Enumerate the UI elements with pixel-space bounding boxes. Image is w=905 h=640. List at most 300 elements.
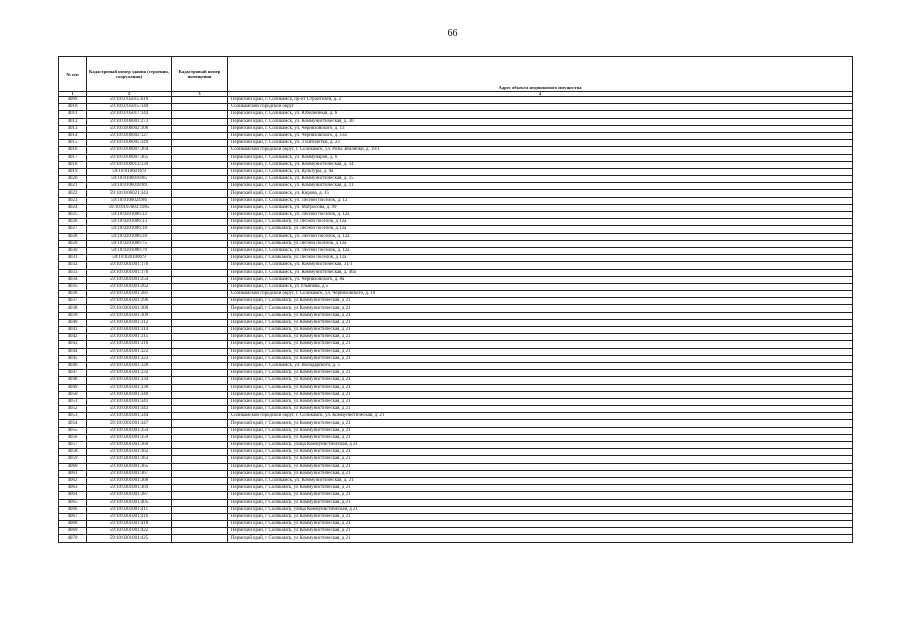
cadastral-room bbox=[172, 535, 228, 542]
cadastral-building: 59:10:0301001:418 bbox=[87, 521, 172, 528]
address: Пермский край, г Соликамск, ул Коммунистическая, д 21 bbox=[228, 298, 853, 305]
address: Пермский край, г Соликамск, ул Коммунистическая, д 21 bbox=[228, 485, 853, 492]
address: Пермский край, г Соликамск, ул Коммунистическая, д 21 bbox=[228, 384, 853, 391]
cadastral-room bbox=[172, 327, 228, 334]
row-number: 4016 bbox=[59, 147, 87, 154]
col-number: 4 bbox=[228, 92, 853, 97]
col-number: 1 bbox=[59, 92, 87, 97]
table-row bbox=[59, 147, 853, 154]
header-num: № п/п bbox=[59, 57, 87, 92]
table-row bbox=[59, 97, 853, 104]
cadastral-building: 59:10:0301001:347 bbox=[87, 420, 172, 427]
row-number: 4055 bbox=[59, 427, 87, 434]
address: Пермский край, г Соликамск, ул Коммунистическая, д 21 bbox=[228, 319, 853, 326]
table-row bbox=[59, 276, 853, 283]
cadastral-room bbox=[172, 370, 228, 377]
cadastral-room bbox=[172, 420, 228, 427]
cadastral-building: 59:10:0301001:314 bbox=[87, 327, 172, 334]
row-number: 4054 bbox=[59, 420, 87, 427]
table-row bbox=[59, 442, 853, 449]
cadastral-building: 59:10:0201006:75 bbox=[87, 240, 172, 247]
address: Пермский край, г Соликамск, ул Лесной поселок, д 12а bbox=[228, 226, 853, 233]
cadastral-building: 59:10:0705015:140 bbox=[87, 104, 172, 111]
address: Пермский край, г. Соликамск, ул. Черняховского, д. 13а bbox=[228, 132, 853, 139]
cadastral-room bbox=[172, 521, 228, 528]
table-row bbox=[59, 362, 853, 369]
table-row bbox=[59, 341, 853, 348]
table-row bbox=[59, 499, 853, 506]
address: Пермский край, г Соликамск, улица Коммунистическая, д 21 bbox=[228, 506, 853, 513]
row-number: 4034 bbox=[59, 276, 87, 283]
table-row bbox=[59, 262, 853, 269]
address: Пермский край, г Соликамск, ул Коммунистическая, д 21 bbox=[228, 327, 853, 334]
cadastral-building: 59:10:0106018:85 bbox=[87, 176, 172, 183]
cadastral-room bbox=[172, 276, 228, 283]
cadastral-building: 59:10:0106001:273 bbox=[87, 118, 172, 125]
address: Пермский край, г Соликамск, ул Коммунистическая, д 21 bbox=[228, 535, 853, 542]
cadastral-building: 59:10:0201006:13 bbox=[87, 219, 172, 226]
cadastral-building: 59:10:0301001:341 bbox=[87, 398, 172, 405]
cadastral-building: 59:10:0301001:362 bbox=[87, 449, 172, 456]
address: Пермский край, г. Соликамск, ул. Юбилейный, д. 6 bbox=[228, 111, 853, 118]
cadastral-building: 59:10:0201006:18 bbox=[87, 226, 172, 233]
address: Пермский край, г Соликамск, ул Лесной поселок, д 12а bbox=[228, 240, 853, 247]
cadastral-room bbox=[172, 125, 228, 132]
table-row bbox=[59, 132, 853, 139]
table-header-row bbox=[59, 57, 853, 92]
address: Пермский край, г Соликамск, ул Коммунистическая, д 21 bbox=[228, 406, 853, 413]
row-number: 4024 bbox=[59, 204, 87, 211]
table-row bbox=[59, 398, 853, 405]
cadastral-room bbox=[172, 183, 228, 190]
cadastral-room bbox=[172, 449, 228, 456]
col-number: 2 bbox=[87, 92, 172, 97]
row-number: 4014 bbox=[59, 132, 87, 139]
cadastral-room bbox=[172, 477, 228, 484]
table-row bbox=[59, 449, 853, 456]
cadastral-room bbox=[172, 147, 228, 154]
cadastral-room bbox=[172, 470, 228, 477]
address: Пермский край, г Соликамск, ул Коммунистическая, д 21 bbox=[228, 341, 853, 348]
cadastral-building: 59:10:0301001:332 bbox=[87, 370, 172, 377]
row-number: 4050 bbox=[59, 391, 87, 398]
table-row bbox=[59, 247, 853, 254]
table-row bbox=[59, 348, 853, 355]
cadastral-room bbox=[172, 427, 228, 434]
cadastral-building: 59:10:0106013:139 bbox=[87, 161, 172, 168]
address: Пермский край, г Соликамск, ул Коммунистическая, д 21 bbox=[228, 312, 853, 319]
cadastral-building: 59:10:0301001:338 bbox=[87, 384, 172, 391]
row-number: 4040 bbox=[59, 319, 87, 326]
row-number: 4068 bbox=[59, 521, 87, 528]
address: Пермский край, г Соликамск, ул Коммунистическая, д 21 bbox=[228, 521, 853, 528]
cadastral-room bbox=[172, 233, 228, 240]
cadastral-room bbox=[172, 269, 228, 276]
cadastral-building: 59:10:0301001:363 bbox=[87, 456, 172, 463]
cadastral-building: 59:10:0106005:349 bbox=[87, 140, 172, 147]
table-row bbox=[59, 298, 853, 305]
address: Соликамский городской округ, г. Соликамск, ул. Коммунистическая, д. 21 bbox=[228, 413, 853, 420]
row-number: 4029 bbox=[59, 240, 87, 247]
address: Пермский край, г Соликамск, ул Коммунистическая, д 21 bbox=[228, 420, 853, 427]
table-row bbox=[59, 104, 853, 111]
address: Пермский край, г Соликамск, ул Коммунистическая, д 21 bbox=[228, 377, 853, 384]
cadastral-building: 59:10:0106018:89 bbox=[87, 183, 172, 190]
cadastral-building: 59:10:0201006:9 bbox=[87, 255, 172, 262]
property-table bbox=[58, 56, 853, 543]
address: Пермский край, г. Соликамск, ул. Коммунистическая, д. 14 bbox=[228, 161, 853, 168]
cadastral-room bbox=[172, 168, 228, 175]
row-number: 4025 bbox=[59, 212, 87, 219]
table-row bbox=[59, 161, 853, 168]
row-number: 4047 bbox=[59, 370, 87, 377]
row-number: 4012 bbox=[59, 118, 87, 125]
table-row bbox=[59, 291, 853, 298]
address: Пермский край, г Соликамск, ул Коммунистическая, д 21 bbox=[228, 499, 853, 506]
cadastral-room bbox=[172, 176, 228, 183]
cadastral-room bbox=[172, 132, 228, 139]
cadastral-room bbox=[172, 262, 228, 269]
cadastral-room bbox=[172, 377, 228, 384]
cadastral-room bbox=[172, 434, 228, 441]
row-number: 4060 bbox=[59, 463, 87, 470]
cadastral-building: 59:10:0106007:264 bbox=[87, 147, 172, 154]
row-number: 4032 bbox=[59, 262, 87, 269]
table-row bbox=[59, 319, 853, 326]
address: Пермский край, г. Соликамск, ул. 3 Пятилетки, д. 23 bbox=[228, 140, 853, 147]
address: Пермский край, г. Соликамск, ул. Коммунистическая, 31/1 bbox=[228, 262, 853, 269]
cadastral-room bbox=[172, 104, 228, 111]
row-number: 4051 bbox=[59, 398, 87, 405]
cadastral-building: 59:10:0301001:365 bbox=[87, 463, 172, 470]
address: Пермский край, г Соликамск, ул Коммунистическая, д 21 bbox=[228, 434, 853, 441]
row-number: 4067 bbox=[59, 513, 87, 520]
row-number: 4028 bbox=[59, 233, 87, 240]
table-row bbox=[59, 377, 853, 384]
table-row bbox=[59, 255, 853, 262]
row-number: 4021 bbox=[59, 183, 87, 190]
table-body bbox=[59, 97, 853, 543]
table-row bbox=[59, 197, 853, 204]
row-number: 4038 bbox=[59, 305, 87, 312]
row-number: 4017 bbox=[59, 154, 87, 161]
row-number: 4064 bbox=[59, 492, 87, 499]
cadastral-room bbox=[172, 506, 228, 513]
table-row bbox=[59, 176, 853, 183]
cadastral-building: 59:10:0705017:144 bbox=[87, 111, 172, 118]
row-number: 4045 bbox=[59, 355, 87, 362]
cadastral-building: 59:10:0301001:170 bbox=[87, 262, 172, 269]
cadastral-room bbox=[172, 348, 228, 355]
table-row bbox=[59, 240, 853, 247]
address: Пермский край, г Соликамск, ул Коммунистическая, д 21 bbox=[228, 370, 853, 377]
cadastral-room bbox=[172, 247, 228, 254]
cadastral-room bbox=[172, 298, 228, 305]
table-row bbox=[59, 305, 853, 312]
table-row bbox=[59, 183, 853, 190]
address: Пермский край, г. Соликамск, ул. Володарского, д. 5 bbox=[228, 362, 853, 369]
row-number: 4037 bbox=[59, 298, 87, 305]
address: Пермский край, г Соликамск, ул Коммунистическая, д 21 bbox=[228, 427, 853, 434]
table-row bbox=[59, 463, 853, 470]
cadastral-building: 59:10:0301001:296 bbox=[87, 298, 172, 305]
cadastral-building: 59:10:0201006:12 bbox=[87, 212, 172, 219]
cadastral-building: 59:10:0301001:328 bbox=[87, 362, 172, 369]
cadastral-room bbox=[172, 499, 228, 506]
table-row bbox=[59, 312, 853, 319]
address: Пермский край, г Соликамск, ул Коммунистическая, д 21 bbox=[228, 391, 853, 398]
cadastral-building: 59:10:0301001:368 bbox=[87, 477, 172, 484]
row-number: 4009 bbox=[59, 97, 87, 104]
address: Пермский край, г. Соликамск, ул. Матросова, д. 99 bbox=[228, 204, 853, 211]
table-row bbox=[59, 327, 853, 334]
cadastral-room bbox=[172, 154, 228, 161]
cadastral-room bbox=[172, 334, 228, 341]
address: Пермский край, г. Соликамск, ул. Коммунистическая, д. 30 bbox=[228, 118, 853, 125]
table-row bbox=[59, 513, 853, 520]
cadastral-room bbox=[172, 283, 228, 290]
cadastral-room bbox=[172, 291, 228, 298]
table-row bbox=[59, 226, 853, 233]
table-row bbox=[59, 492, 853, 499]
row-number: 4052 bbox=[59, 406, 87, 413]
address: Пермский край, г. Соликамск, пр-кт Строителей, д. 2 bbox=[228, 97, 853, 104]
table-row bbox=[59, 233, 853, 240]
row-number: 4066 bbox=[59, 506, 87, 513]
cadastral-building: 59:10:0301001:340 bbox=[87, 391, 172, 398]
cadastral-building: 59:10:0106016:9 bbox=[87, 168, 172, 175]
cadastral-room bbox=[172, 219, 228, 226]
cadastral-room bbox=[172, 212, 228, 219]
cadastral-building: 59:10:0106007:365 bbox=[87, 154, 172, 161]
table-row bbox=[59, 168, 853, 175]
row-number: 4062 bbox=[59, 477, 87, 484]
table-row bbox=[59, 477, 853, 484]
cadastral-building: 59:10:0301001:312 bbox=[87, 319, 172, 326]
address: Пермский край, г. Соликамск, ул. Черняховского, д. 8а bbox=[228, 276, 853, 283]
row-number: 4042 bbox=[59, 334, 87, 341]
cadastral-building: 59:10:0301001:387 bbox=[87, 492, 172, 499]
row-number: 4044 bbox=[59, 348, 87, 355]
row-number: 4039 bbox=[59, 312, 87, 319]
address: Пермский край, г Соликамск, ул Коммунистическая, д 21 bbox=[228, 348, 853, 355]
row-number: 4036 bbox=[59, 291, 87, 298]
table-row bbox=[59, 219, 853, 226]
cadastral-room bbox=[172, 312, 228, 319]
cadastral-room bbox=[172, 305, 228, 312]
table-row bbox=[59, 334, 853, 341]
address: Пермский край, г. Соликамск, ул. Лесной поселок, д. 12а bbox=[228, 212, 853, 219]
address: Пермский край, г. Соликамск, ул. Кирова, д. 15 bbox=[228, 190, 853, 197]
cadastral-building: 59:10:0106021:343 bbox=[87, 190, 172, 197]
cadastral-room bbox=[172, 485, 228, 492]
address: Пермский край, г Соликамск, улица Коммунистическая, д 21 bbox=[228, 442, 853, 449]
cadastral-building: 59:10:0106002:127 bbox=[87, 132, 172, 139]
address: Пермский край, г. Соликамск, ул. Коммунистическая, д. 11 bbox=[228, 183, 853, 190]
cadastral-room bbox=[172, 319, 228, 326]
header-address: Адрес объекта недвижимого имущества bbox=[228, 57, 853, 92]
table-row bbox=[59, 406, 853, 413]
cadastral-room bbox=[172, 197, 228, 204]
address: Пермский край, г. Соликамск, ул. Черняховского, д. 13 bbox=[228, 125, 853, 132]
cadastral-room bbox=[172, 492, 228, 499]
cadastral-room bbox=[172, 97, 228, 104]
table-row bbox=[59, 204, 853, 211]
cadastral-building: 59:10:0301001:411 bbox=[87, 506, 172, 513]
header-cad-room: Кадастровый номер помещения bbox=[172, 57, 228, 92]
cadastral-building: 59:10:0301001:416 bbox=[87, 513, 172, 520]
cadastral-building: 59:10:0301001:343 bbox=[87, 406, 172, 413]
cadastral-building: 59:10:0301001:354 bbox=[87, 427, 172, 434]
address: Пермский край, г Соликамск, ул Коммунистическая, д 21 bbox=[228, 463, 853, 470]
cadastral-building: 59:10:0301001:322 bbox=[87, 348, 172, 355]
cadastral-room bbox=[172, 391, 228, 398]
table-row bbox=[59, 456, 853, 463]
address: Пермский край, г Соликамск, ул Коммунистическая, д 21 bbox=[228, 470, 853, 477]
row-number: 4070 bbox=[59, 535, 87, 542]
row-number: 4026 bbox=[59, 219, 87, 226]
cadastral-room bbox=[172, 255, 228, 262]
cadastral-room bbox=[172, 341, 228, 348]
address: Пермский край, г Соликамск, ул Коммунистическая, д 21 bbox=[228, 449, 853, 456]
cadastral-building: 59:10:0301001:334 bbox=[87, 377, 172, 384]
cadastral-building: 59:10:0301001:254 bbox=[87, 276, 172, 283]
cadastral-building: 59:10:0301001:425 bbox=[87, 535, 172, 542]
cadastral-room bbox=[172, 406, 228, 413]
table-row bbox=[59, 528, 853, 535]
table-row bbox=[59, 391, 853, 398]
address: Пермский край, г Соликамск, ул Лесной поселок, д 12а bbox=[228, 255, 853, 262]
address: Пермский край, г. Соликамск, ул. Лесной поселок, д. 12а bbox=[228, 233, 853, 240]
row-number: 4010 bbox=[59, 104, 87, 111]
row-number: 4013 bbox=[59, 125, 87, 132]
table-row bbox=[59, 370, 853, 377]
table-row bbox=[59, 470, 853, 477]
cadastral-building: 59:10:0301001:281 bbox=[87, 291, 172, 298]
cadastral-building: 59:10:0301001:316 bbox=[87, 341, 172, 348]
row-number: 4063 bbox=[59, 485, 87, 492]
address: Пермский край, г Соликамск, ул Коммунистическая, д 21 bbox=[228, 305, 853, 312]
address: Пермский край, г. Соликамск, ул. Лесной поселок, д. 12а bbox=[228, 247, 853, 254]
row-number: 4057 bbox=[59, 442, 87, 449]
row-number: 4041 bbox=[59, 327, 87, 334]
table-row bbox=[59, 485, 853, 492]
table-row bbox=[59, 521, 853, 528]
row-number: 4065 bbox=[59, 499, 87, 506]
table-row bbox=[59, 118, 853, 125]
cadastral-room bbox=[172, 362, 228, 369]
cadastral-building: 59:10:0301001:344 bbox=[87, 413, 172, 420]
address: Пермский край, г Соликамск, ул Коммунистическая, д 21 bbox=[228, 398, 853, 405]
cadastral-room bbox=[172, 384, 228, 391]
address: Пермский край, г Соликамск, ул Коммунистическая, д 21 bbox=[228, 355, 853, 362]
row-number: 4046 bbox=[59, 362, 87, 369]
cadastral-room bbox=[172, 413, 228, 420]
row-number: 4035 bbox=[59, 283, 87, 290]
row-number: 4059 bbox=[59, 456, 87, 463]
address: Пермский край, г. Соликамск, ул. Коммунистическая, д. 21 bbox=[228, 477, 853, 484]
table-row bbox=[59, 125, 853, 132]
cadastral-building: 59:10:0301001:405 bbox=[87, 499, 172, 506]
cadastral-building: 59:10:0301001:176 bbox=[87, 269, 172, 276]
table-row bbox=[59, 434, 853, 441]
address: Пермский край, г. Соликамск, ул Ульянова, д 5 bbox=[228, 283, 853, 290]
row-number: 4043 bbox=[59, 341, 87, 348]
cadastral-room bbox=[172, 442, 228, 449]
address: Пермский край, г Соликамск, ул Коммунистическая, д 21 bbox=[228, 513, 853, 520]
address: Пермский край, г. Соликамск, ул. Культуры, д. 9а bbox=[228, 168, 853, 175]
row-number: 4061 bbox=[59, 470, 87, 477]
cadastral-building: 59:10:0106024:86 bbox=[87, 197, 172, 204]
cadastral-building: 59:10:0301001:262 bbox=[87, 283, 172, 290]
cadastral-building: 59:10:0201006:28 bbox=[87, 233, 172, 240]
table-row bbox=[59, 140, 853, 147]
table-row bbox=[59, 283, 853, 290]
cadastral-room bbox=[172, 355, 228, 362]
cadastral-building: 59:10:0301001:323 bbox=[87, 355, 172, 362]
table-row bbox=[59, 212, 853, 219]
row-number: 4018 bbox=[59, 161, 87, 168]
row-number: 4048 bbox=[59, 377, 87, 384]
cadastral-room bbox=[172, 463, 228, 470]
cadastral-building: 59:10:0301001:359 bbox=[87, 434, 172, 441]
table-row bbox=[59, 154, 853, 161]
address: Пермский край, г Соликамск, ул Коммунистическая, д 21 bbox=[228, 456, 853, 463]
row-number: 4069 bbox=[59, 528, 87, 535]
row-number: 4019 bbox=[59, 168, 87, 175]
page-number: 66 bbox=[447, 28, 458, 39]
address: Пермский край, г. Соликамск, ул. Коммунистическая, д. 46а bbox=[228, 269, 853, 276]
cadastral-building: 59:10:0301001:309 bbox=[87, 312, 172, 319]
cadastral-room bbox=[172, 226, 228, 233]
address: Соликамский городской округ bbox=[228, 104, 853, 111]
row-number: 4015 bbox=[59, 140, 87, 147]
address: Пермский край, г Соликамск, ул Лесной поселок, д 12а bbox=[228, 219, 853, 226]
address: Пермский край, г Соликамск, ул Коммунистическая, д 21 bbox=[228, 334, 853, 341]
cadastral-building: 59:10:0705015:610 bbox=[87, 97, 172, 104]
table-row bbox=[59, 269, 853, 276]
table-row bbox=[59, 355, 853, 362]
table-row bbox=[59, 111, 853, 118]
address: Пермский край, г. Соликамск, ул. Коммунаров, д. 6 bbox=[228, 154, 853, 161]
cadastral-room bbox=[172, 111, 228, 118]
table-row bbox=[59, 427, 853, 434]
cadastral-building: 59:10:0106002:106 bbox=[87, 125, 172, 132]
row-number: 4056 bbox=[59, 434, 87, 441]
cadastral-room bbox=[172, 204, 228, 211]
cadastral-room bbox=[172, 528, 228, 535]
table-row bbox=[59, 506, 853, 513]
cadastral-room bbox=[172, 240, 228, 247]
cadastral-room bbox=[172, 161, 228, 168]
cadastral-building: 59:10:0301001:369 bbox=[87, 485, 172, 492]
row-number: 4020 bbox=[59, 176, 87, 183]
address: Пермский край, г. Соликамск, ул. Коммунистическая, д. 15 bbox=[228, 176, 853, 183]
cadastral-building: 59:10:0301001:360 bbox=[87, 442, 172, 449]
cadastral-room bbox=[172, 118, 228, 125]
table-row bbox=[59, 535, 853, 542]
row-number: 4027 bbox=[59, 226, 87, 233]
cadastral-building: 59:10:0301001:315 bbox=[87, 334, 172, 341]
row-number: 4023 bbox=[59, 197, 87, 204]
table-row bbox=[59, 413, 853, 420]
address: Пермский край, г Соликамск, ул Коммунистическая, д 21 bbox=[228, 492, 853, 499]
cadastral-room bbox=[172, 398, 228, 405]
row-number: 4030 bbox=[59, 247, 87, 254]
cadastral-building: 59:10:0301001:367 bbox=[87, 470, 172, 477]
col-number: 3 bbox=[172, 92, 228, 97]
table-row bbox=[59, 384, 853, 391]
